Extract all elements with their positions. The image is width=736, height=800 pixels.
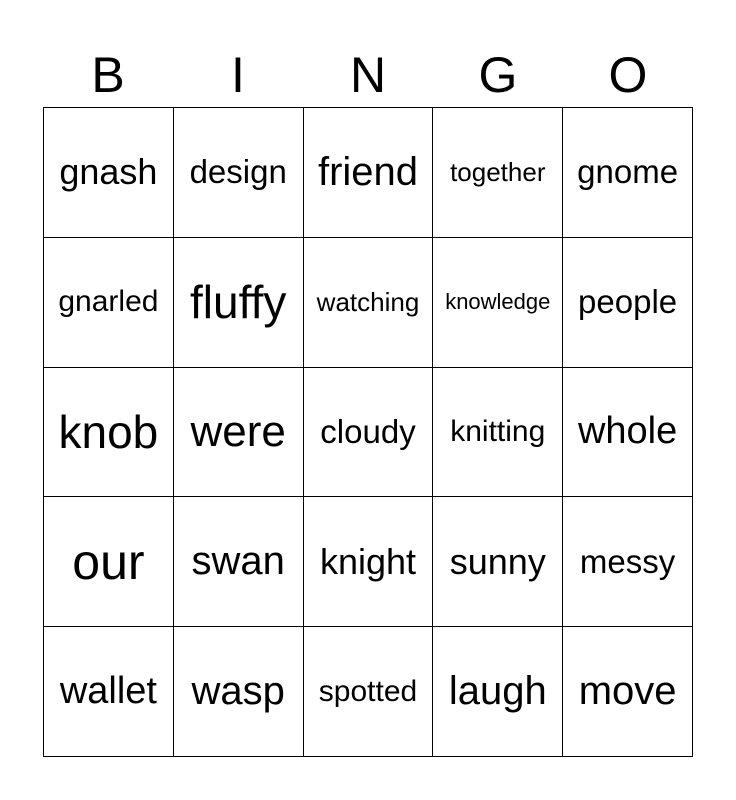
bingo-header bbox=[43, 44, 693, 106]
bingo-board bbox=[43, 107, 693, 757]
bingo-cell[interactable]: swan bbox=[174, 497, 304, 627]
bingo-cell[interactable]: cloudy bbox=[304, 368, 434, 498]
bingo-cell[interactable]: design bbox=[174, 108, 304, 238]
header-letter-i: I bbox=[231, 47, 245, 103]
bingo-cell[interactable]: gnash bbox=[44, 108, 174, 238]
bingo-cell[interactable]: laugh bbox=[433, 627, 563, 757]
header-letter-g: G bbox=[478, 47, 518, 103]
bingo-cell[interactable]: wasp bbox=[174, 627, 304, 757]
bingo-cell[interactable]: spotted bbox=[304, 627, 434, 757]
bingo-cell[interactable]: watching bbox=[304, 238, 434, 368]
bingo-cell[interactable]: gnome bbox=[563, 108, 693, 238]
bingo-cell[interactable]: knitting bbox=[433, 368, 563, 498]
bingo-cell[interactable]: were bbox=[174, 368, 304, 498]
bingo-cell[interactable]: knob bbox=[44, 368, 174, 498]
bingo-cell[interactable]: knowledge bbox=[433, 238, 563, 368]
header-letter-o: O bbox=[608, 47, 648, 103]
bingo-cell[interactable]: sunny bbox=[433, 497, 563, 627]
bingo-cell[interactable]: wallet bbox=[44, 627, 174, 757]
bingo-cell[interactable]: fluffy bbox=[174, 238, 304, 368]
header-letter-b: B bbox=[91, 47, 125, 103]
header-letter-n: N bbox=[349, 47, 387, 103]
bingo-cell[interactable]: gnarled bbox=[44, 238, 174, 368]
bingo-cell[interactable]: whole bbox=[563, 368, 693, 498]
bingo-cell[interactable]: our bbox=[44, 497, 174, 627]
bingo-cell[interactable]: people bbox=[563, 238, 693, 368]
bingo-cell[interactable]: together bbox=[433, 108, 563, 238]
bingo-cell[interactable]: move bbox=[563, 627, 693, 757]
bingo-cell[interactable]: friend bbox=[304, 108, 434, 238]
bingo-cell[interactable]: knight bbox=[304, 497, 434, 627]
bingo-cell[interactable]: messy bbox=[563, 497, 693, 627]
